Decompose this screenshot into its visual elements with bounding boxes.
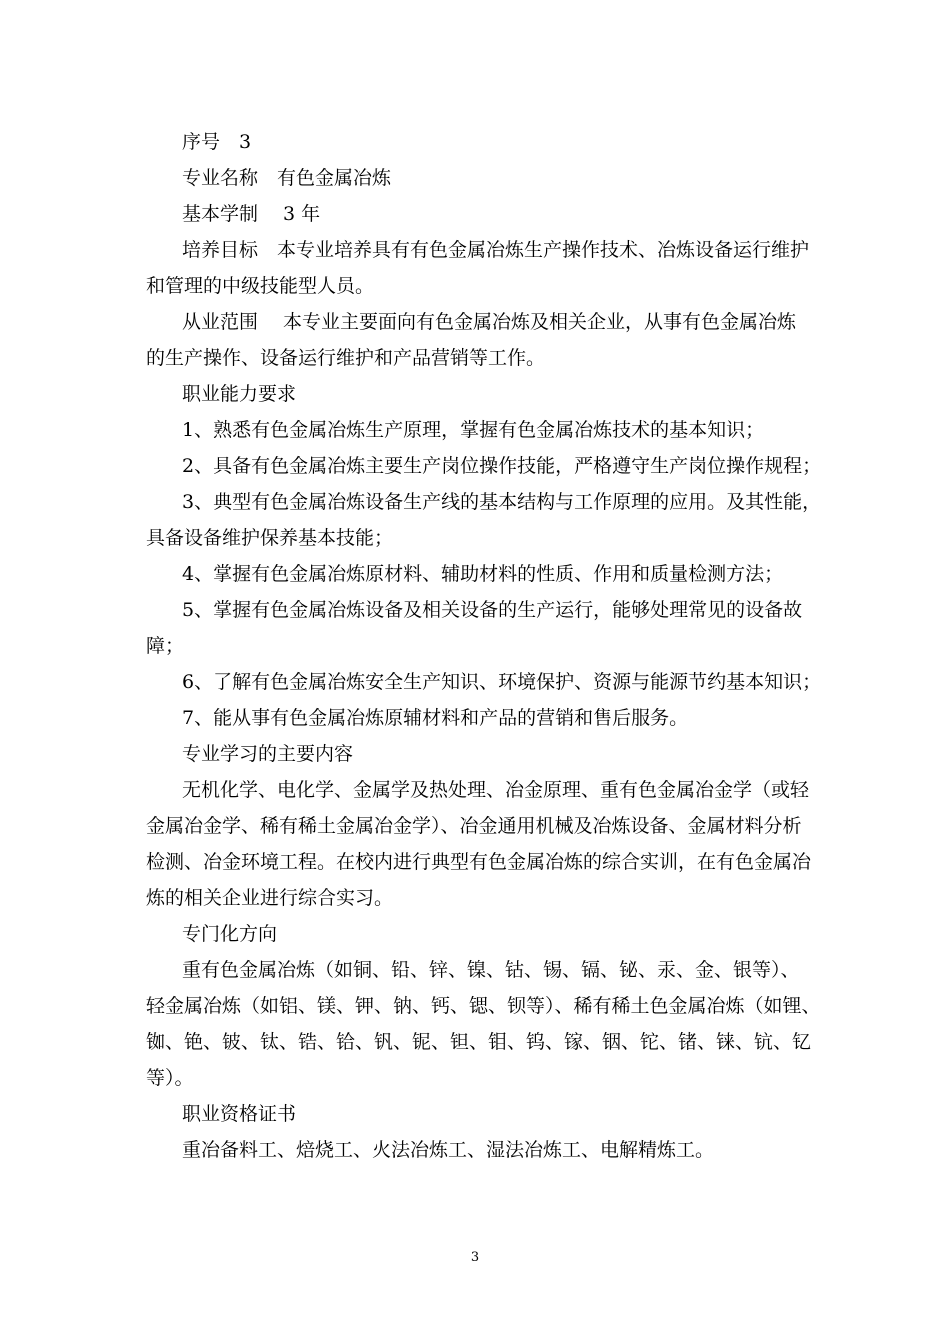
employment-scope-line: 从业范围 本专业主要面向有色金属冶炼及相关企业，从事有色金属冶炼 xyxy=(182,311,797,333)
serial-number-line: 序号 3 xyxy=(182,131,252,153)
employment-scope-line-cont: 的生产操作、设备运行维护和产品营销等工作。 xyxy=(146,347,546,369)
competency-heading: 职业能力要求 xyxy=(182,383,297,405)
specialization-line-cont: 等）。 xyxy=(146,1067,194,1089)
specialization-line: 重有色金属冶炼（如铜、铅、锌、镍、钴、锡、镉、铋、汞、金、银等）、 xyxy=(182,959,800,981)
competency-item: 1、熟悉有色金属冶炼生产原理，掌握有色金属冶炼技术的基本知识； xyxy=(182,419,765,441)
competency-item: 7、能从事有色金属冶炼原辅材料和产品的营销和售后服务。 xyxy=(182,707,689,729)
certificate-heading: 职业资格证书 xyxy=(182,1103,297,1125)
training-goal-line-cont: 和管理的中级技能型人员。 xyxy=(146,275,375,297)
specialization-heading: 专门化方向 xyxy=(182,923,278,945)
specialization-line-cont: 轻金属冶炼（如铝、镁、钾、钠、钙、锶、钡等）、稀有稀土色金属冶炼（如锂、 xyxy=(146,995,821,1017)
document-body xyxy=(146,124,822,1168)
competency-item: 6、了解有色金属冶炼安全生产知识、环境保护、资源与能源节约基本知识； xyxy=(182,671,822,693)
competency-item: 2、具备有色金属冶炼主要生产岗位操作技能，严格遵守生产岗位操作规程； xyxy=(182,455,822,477)
competency-item-cont: 障； xyxy=(146,635,185,657)
training-goal-line: 培养目标 本专业培养具有有色金属冶炼生产操作技术、冶炼设备运行维护 xyxy=(182,239,810,261)
certificate-line: 重冶备料工、焙烧工、火法冶炼工、湿法冶炼工、电解精炼工。 xyxy=(182,1139,715,1161)
main-content-line-cont: 检测、冶金环境工程。在校内进行典型有色金属冶炼的综合实训，在有色金属冶 xyxy=(146,851,812,873)
major-name-line: 专业名称 有色金属冶炼 xyxy=(182,167,392,189)
competency-item: 5、掌握有色金属冶炼设备及相关设备的生产运行，能够处理常见的设备故 xyxy=(182,599,803,621)
competency-item-cont: 具备设备维护保养基本技能； xyxy=(146,527,394,549)
duration-line: 基本学制 3 年 xyxy=(182,203,321,225)
competency-item: 3、典型有色金属冶炼设备生产线的基本结构与工作原理的应用。及其性能， xyxy=(182,491,822,513)
main-content-heading: 专业学习的主要内容 xyxy=(182,743,354,765)
competency-item: 4、掌握有色金属冶炼原材料、辅助材料的性质、作用和质量检测方法； xyxy=(182,563,784,585)
main-content-line-cont: 金属冶金学、稀有稀土金属冶金学）、冶金通用机械及冶炼设备、金属材料分析 xyxy=(146,815,802,837)
page-number: 3 xyxy=(470,1250,480,1265)
specialization-line-cont: 铷、铯、铍、钛、锆、铪、钒、铌、钽、钼、钨、镓、铟、铊、锗、铼、钪、钇 xyxy=(146,1031,812,1053)
main-content-line: 无机化学、电化学、金属学及热处理、冶金原理、重有色金属冶金学（或轻 xyxy=(182,779,810,801)
main-content-line-cont: 炼的相关企业进行综合实习。 xyxy=(146,887,394,909)
